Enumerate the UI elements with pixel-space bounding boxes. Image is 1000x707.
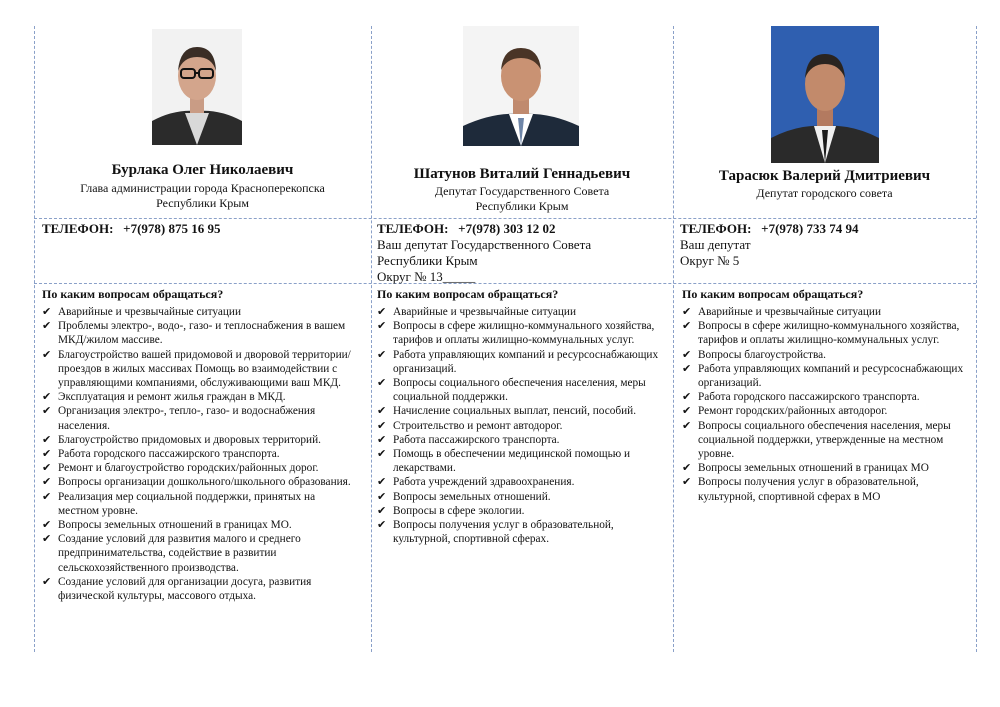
list-item: ✔ Вопросы организации дошкольного/школьного образования.: [42, 476, 351, 489]
check-icon: ✔: [377, 419, 387, 432]
grid-line-divider-2: [673, 26, 674, 652]
district-line: Ваш депутат: [680, 237, 751, 252]
list-item: ✔ Ремонт городских/районных автодорог.: [682, 405, 888, 418]
role-line: Республики Крым: [475, 199, 569, 213]
list-item: ✔ Работа городского пассажирского транспорта.: [42, 448, 280, 461]
list-item: ✔ Вопросы в сфере жилищно-коммунального хозяйства, тарифов и оплаты жилищно-коммунальных услуг.: [377, 320, 655, 347]
questions-heading-3: По каким вопросам обращаться?: [682, 287, 864, 301]
role-line: Глава администрации города Красноперекопска: [80, 181, 325, 195]
list-item: ✔ Аварийные и чрезвычайные ситуации: [682, 306, 882, 318]
list-item: ✔ Работа управляющих компаний и ресурсоснабжающих организаций.: [682, 362, 964, 390]
check-icon: ✔: [42, 433, 52, 446]
check-icon: ✔: [377, 490, 387, 503]
check-icon: ✔: [42, 462, 52, 475]
check-icon: ✔: [377, 476, 387, 489]
phone-number-2: +7(978) 303 12 02: [458, 221, 556, 236]
person-role-3: [673, 186, 976, 201]
grid-line-divider-1: [371, 26, 372, 652]
check-icon: ✔: [42, 405, 52, 418]
phone-block-1: [42, 221, 220, 237]
list-item: ✔ Создание условий для организации досуга, развития физической культуры, массового отдыха.: [42, 575, 312, 603]
phone-label: ТЕЛЕФОН:: [377, 221, 449, 236]
check-icon: ✔: [377, 519, 387, 532]
district-line: Республики Крым: [377, 253, 478, 268]
check-icon: ✔: [42, 476, 52, 489]
questions-list-1: [42, 305, 354, 603]
questions-list-3: [682, 305, 968, 504]
check-icon: ✔: [682, 362, 692, 375]
check-icon: ✔: [377, 504, 387, 517]
role-line: Депутат Государственного Совета: [434, 184, 610, 198]
list-item: ✔ Вопросы земельных отношений.: [377, 490, 551, 503]
list-item: ✔ Вопросы социального обеспечения населения, меры социальной поддержки, утвержденные на местном уровне.: [682, 419, 951, 461]
role-line: Республики Крым: [156, 196, 249, 210]
check-icon: ✔: [682, 476, 692, 489]
questions-list-2: [377, 305, 669, 546]
portrait-photo-1: [152, 29, 242, 145]
check-icon: ✔: [682, 306, 692, 318]
check-icon: ✔: [682, 462, 692, 475]
check-icon: ✔: [42, 306, 52, 318]
phone-label: ТЕЛЕФОН:: [42, 221, 114, 236]
person-name-3: Тарасюк Валерий Дмитриевич: [718, 168, 931, 184]
questions-heading-2: По каким вопросам обращаться?: [377, 287, 559, 301]
list-item: ✔ Строительство и ремонт автодорог.: [377, 419, 563, 432]
portrait-photo-2: [463, 26, 579, 146]
list-item: ✔ Организация электро-, тепло-, газо- и водоснабжения населения.: [42, 405, 316, 432]
check-icon: ✔: [377, 377, 387, 390]
list-item: ✔ Помощь в обеспечении медицинской помощью и лекарствами.: [377, 448, 631, 475]
role-line: Депутат городского совета: [756, 186, 893, 200]
list-item: ✔ Вопросы в сфере жилищно-коммунального хозяйства, тарифов и оплаты жилищно-коммунальных услуг.: [682, 320, 960, 347]
check-icon: ✔: [42, 490, 52, 503]
phone-block-3: [680, 221, 858, 269]
person-name-1: Бурлака Олег Николаевич: [111, 162, 294, 178]
check-icon: ✔: [42, 320, 52, 333]
district-line: Округ № 5: [680, 253, 740, 268]
phone-label: ТЕЛЕФОН:: [680, 221, 752, 236]
check-icon: ✔: [42, 391, 52, 404]
phone-number-1: +7(978) 875 16 95: [123, 221, 221, 236]
check-icon: ✔: [42, 575, 52, 588]
list-item: ✔ Вопросы получения услуг в образовательной, культурной, спортивной сферах в МО: [682, 476, 919, 503]
check-icon: ✔: [42, 348, 52, 361]
list-item: ✔ Работа управляющих компаний и ресурсоснабжающих организаций.: [377, 348, 659, 375]
grid-line-left: [34, 26, 35, 652]
check-icon: ✔: [377, 448, 387, 461]
check-icon: ✔: [377, 405, 387, 418]
person-role-2: [371, 184, 673, 214]
check-icon: ✔: [42, 533, 52, 546]
questions-heading-1: По каким вопросам обращаться?: [42, 287, 224, 301]
person-role-1: [34, 181, 371, 211]
list-item: ✔ Вопросы благоустройства.: [682, 348, 826, 361]
list-item: ✔ Эксплуатация и ремонт жилья граждан в МКД.: [42, 391, 286, 404]
list-item: ✔ Вопросы в сфере экологии.: [377, 504, 525, 517]
district-line: Ваш депутат Государственного Совета: [377, 237, 592, 252]
list-item: ✔ Аварийные и чрезвычайные ситуации: [42, 306, 242, 318]
district-line: Округ № 13_____: [377, 269, 476, 284]
check-icon: ✔: [682, 405, 692, 418]
check-icon: ✔: [682, 320, 692, 333]
list-item: ✔ Работа пассажирского транспорта.: [377, 433, 560, 446]
check-icon: ✔: [377, 433, 387, 446]
list-item: ✔ Реализация мер социальной поддержки, принятых на местном уровне.: [42, 490, 316, 517]
list-item: ✔ Вопросы земельных отношений в границах МО: [682, 462, 929, 475]
phone-number-3: +7(978) 733 74 94: [761, 221, 859, 236]
check-icon: ✔: [682, 391, 692, 404]
list-item: ✔ Вопросы земельных отношений в границах МО.: [42, 519, 292, 532]
list-item: ✔ Вопросы получения услуг в образовательной, культурной, спортивной сферах.: [377, 519, 614, 546]
check-icon: ✔: [42, 448, 52, 461]
check-icon: ✔: [682, 419, 692, 432]
list-item: ✔ Проблемы электро-, водо-, газо- и теплоснабжения в вашем МКД/жилом массиве.: [42, 320, 346, 347]
portrait-photo-3: [771, 26, 879, 163]
list-item: ✔ Начисление социальных выплат, пенсий, пособий.: [377, 405, 637, 418]
list-item: ✔ Благоустройство придомовых и дворовых территорий.: [42, 433, 321, 446]
check-icon: ✔: [377, 320, 387, 333]
grid-line-right: [976, 26, 977, 652]
list-item: ✔ Работа городского пассажирского транспорта.: [682, 391, 920, 404]
list-item: ✔ Вопросы социального обеспечения населения, меры социальной поддержки.: [377, 377, 646, 404]
list-item: ✔ Аварийные и чрезвычайные ситуации: [377, 306, 577, 318]
list-item: ✔ Создание условий для развития малого и среднего предпринимательства, содействие в развитии сельскохозяйственного производства.: [42, 533, 301, 574]
person-name-2: Шатунов Виталий Геннадьевич: [413, 166, 631, 182]
check-icon: ✔: [377, 348, 387, 361]
list-item: ✔ Ремонт и благоустройство городских/районных дорог.: [42, 462, 319, 475]
check-icon: ✔: [42, 519, 52, 532]
check-icon: ✔: [377, 306, 387, 318]
grid-line-top: [34, 218, 976, 219]
phone-block-2: [377, 221, 591, 285]
list-item: ✔ Благоустройство вашей придомовой и дворовой территории/проездов в жилых массивах Помощь во взаимодействии с управляющими компаниями, обслуживающими ваш МКД.: [42, 348, 351, 390]
check-icon: ✔: [682, 348, 692, 361]
list-item: ✔ Работа учреждений здравоохранения.: [377, 476, 575, 489]
